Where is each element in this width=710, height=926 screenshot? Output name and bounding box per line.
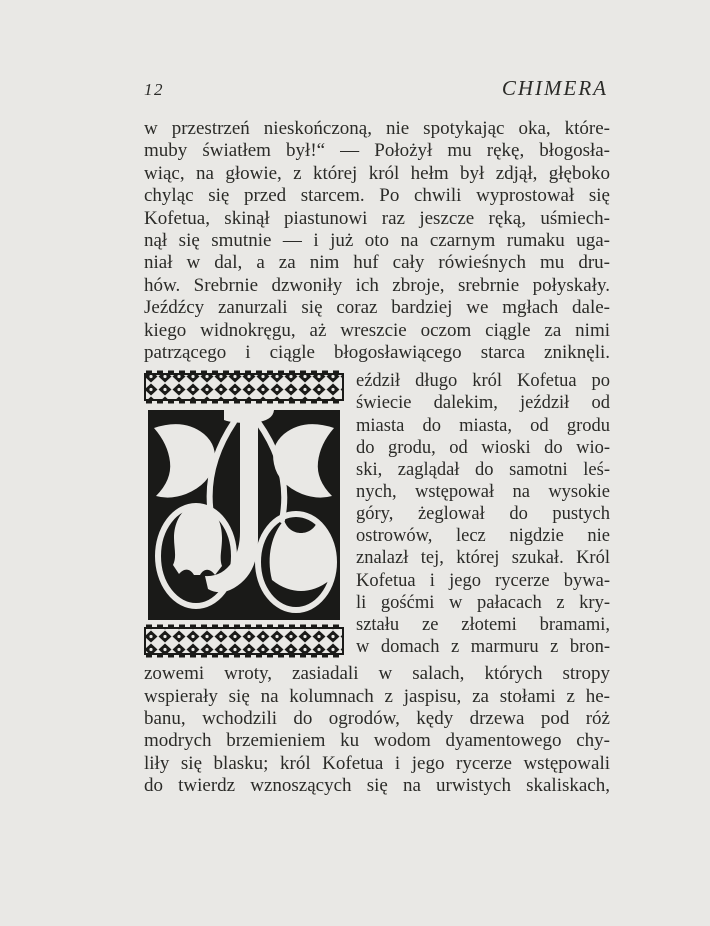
text-line: nął się smutnie — i już oto na czarnym rumaku uga- — [144, 229, 610, 251]
text-line: ski, zaglądał do samotni leś- — [356, 459, 610, 480]
page-header — [144, 76, 608, 101]
text-line: patrzącego i ciągle błogosławiącego starca zniknęli. — [144, 341, 610, 363]
text-line: w domach z marmuru z bron- — [356, 636, 610, 657]
text-line: banu, wchodzili do ogrodów, kędy drzewa pod róż — [144, 708, 610, 730]
lattice-border-bottom — [145, 626, 343, 656]
text-line: w przestrzeń nieskończoną, nie spotykając oka, które- — [144, 118, 610, 139]
text-line: wiąc, na głowie, z której król hełm był zdjął, głęboko — [144, 162, 610, 184]
text-line: liły się blasku; król Kofetua i jego rycerze wstępowali — [144, 752, 610, 774]
text-line: nych, wstępował na wysokie — [356, 482, 610, 502]
page-number: 12 — [144, 80, 164, 99]
text-line: kiego widnokręgu, aż wreszcie oczom ciągle za nimi — [144, 319, 610, 341]
text-line: niał w dal, a za nim huf cały rówieśnych mu dru- — [144, 252, 610, 274]
text-line: góry, żeglował do pustych — [356, 504, 610, 525]
text-line: hów. Srebrnie dzwoniły ich zbroje, srebrnie połyskały. — [144, 274, 610, 296]
decorative-initial-ornament — [144, 370, 344, 658]
text-line: Jeźdźcy zanurzali się coraz bardziej we mgłach dale- — [144, 297, 610, 319]
body-text — [144, 118, 610, 798]
running-title: CHIMERA — [501, 76, 608, 100]
text-line: li gośćmi w pałacach z kry- — [356, 592, 610, 613]
text-line: wspierały się na kolumnach z jaspisu, za stołami z he- — [144, 685, 610, 707]
text-line: ostrowów, lecz nigdzie nie — [356, 526, 610, 547]
woodcut-initial-icon — [144, 370, 344, 658]
text-line: znalazł tej, której szukał. Król — [356, 548, 610, 569]
text-line: do grodu, od wioski do wio- — [356, 437, 610, 458]
text-line: ształu ze złotemi bramami, — [356, 614, 610, 635]
text-line: muby światłem był!“ — Położył mu rękę, błogosła- — [144, 140, 610, 162]
text-line: modrych brzemieniem ku wodom dyamentowego chy- — [144, 730, 610, 752]
text-line: Kofetua, skinął piastunowi raz jeszcze ręką, uśmiech- — [144, 207, 610, 229]
text-line: zowemi wroty, zasiadali w salach, których stropy — [144, 663, 610, 685]
text-line: do twierdz wznoszących się na urwistych skaliskach, — [144, 775, 610, 797]
text-line: chyląc się przed starcem. Po chwili wyprostował się — [144, 185, 610, 207]
text-line: świecie dalekim, jeździł od — [356, 393, 610, 414]
paragraph-1 — [144, 118, 610, 364]
lattice-border-top — [145, 372, 343, 402]
paragraph-2 — [144, 663, 610, 797]
wrapped-text-column — [356, 370, 610, 658]
text-line: miasta do miasta, od grodu — [356, 415, 610, 436]
text-line: Kofetua i jego rycerze bywa- — [356, 570, 610, 591]
initial-and-wrapped-text — [144, 370, 610, 658]
text-line: eździł długo król Kofetua po — [356, 371, 610, 392]
